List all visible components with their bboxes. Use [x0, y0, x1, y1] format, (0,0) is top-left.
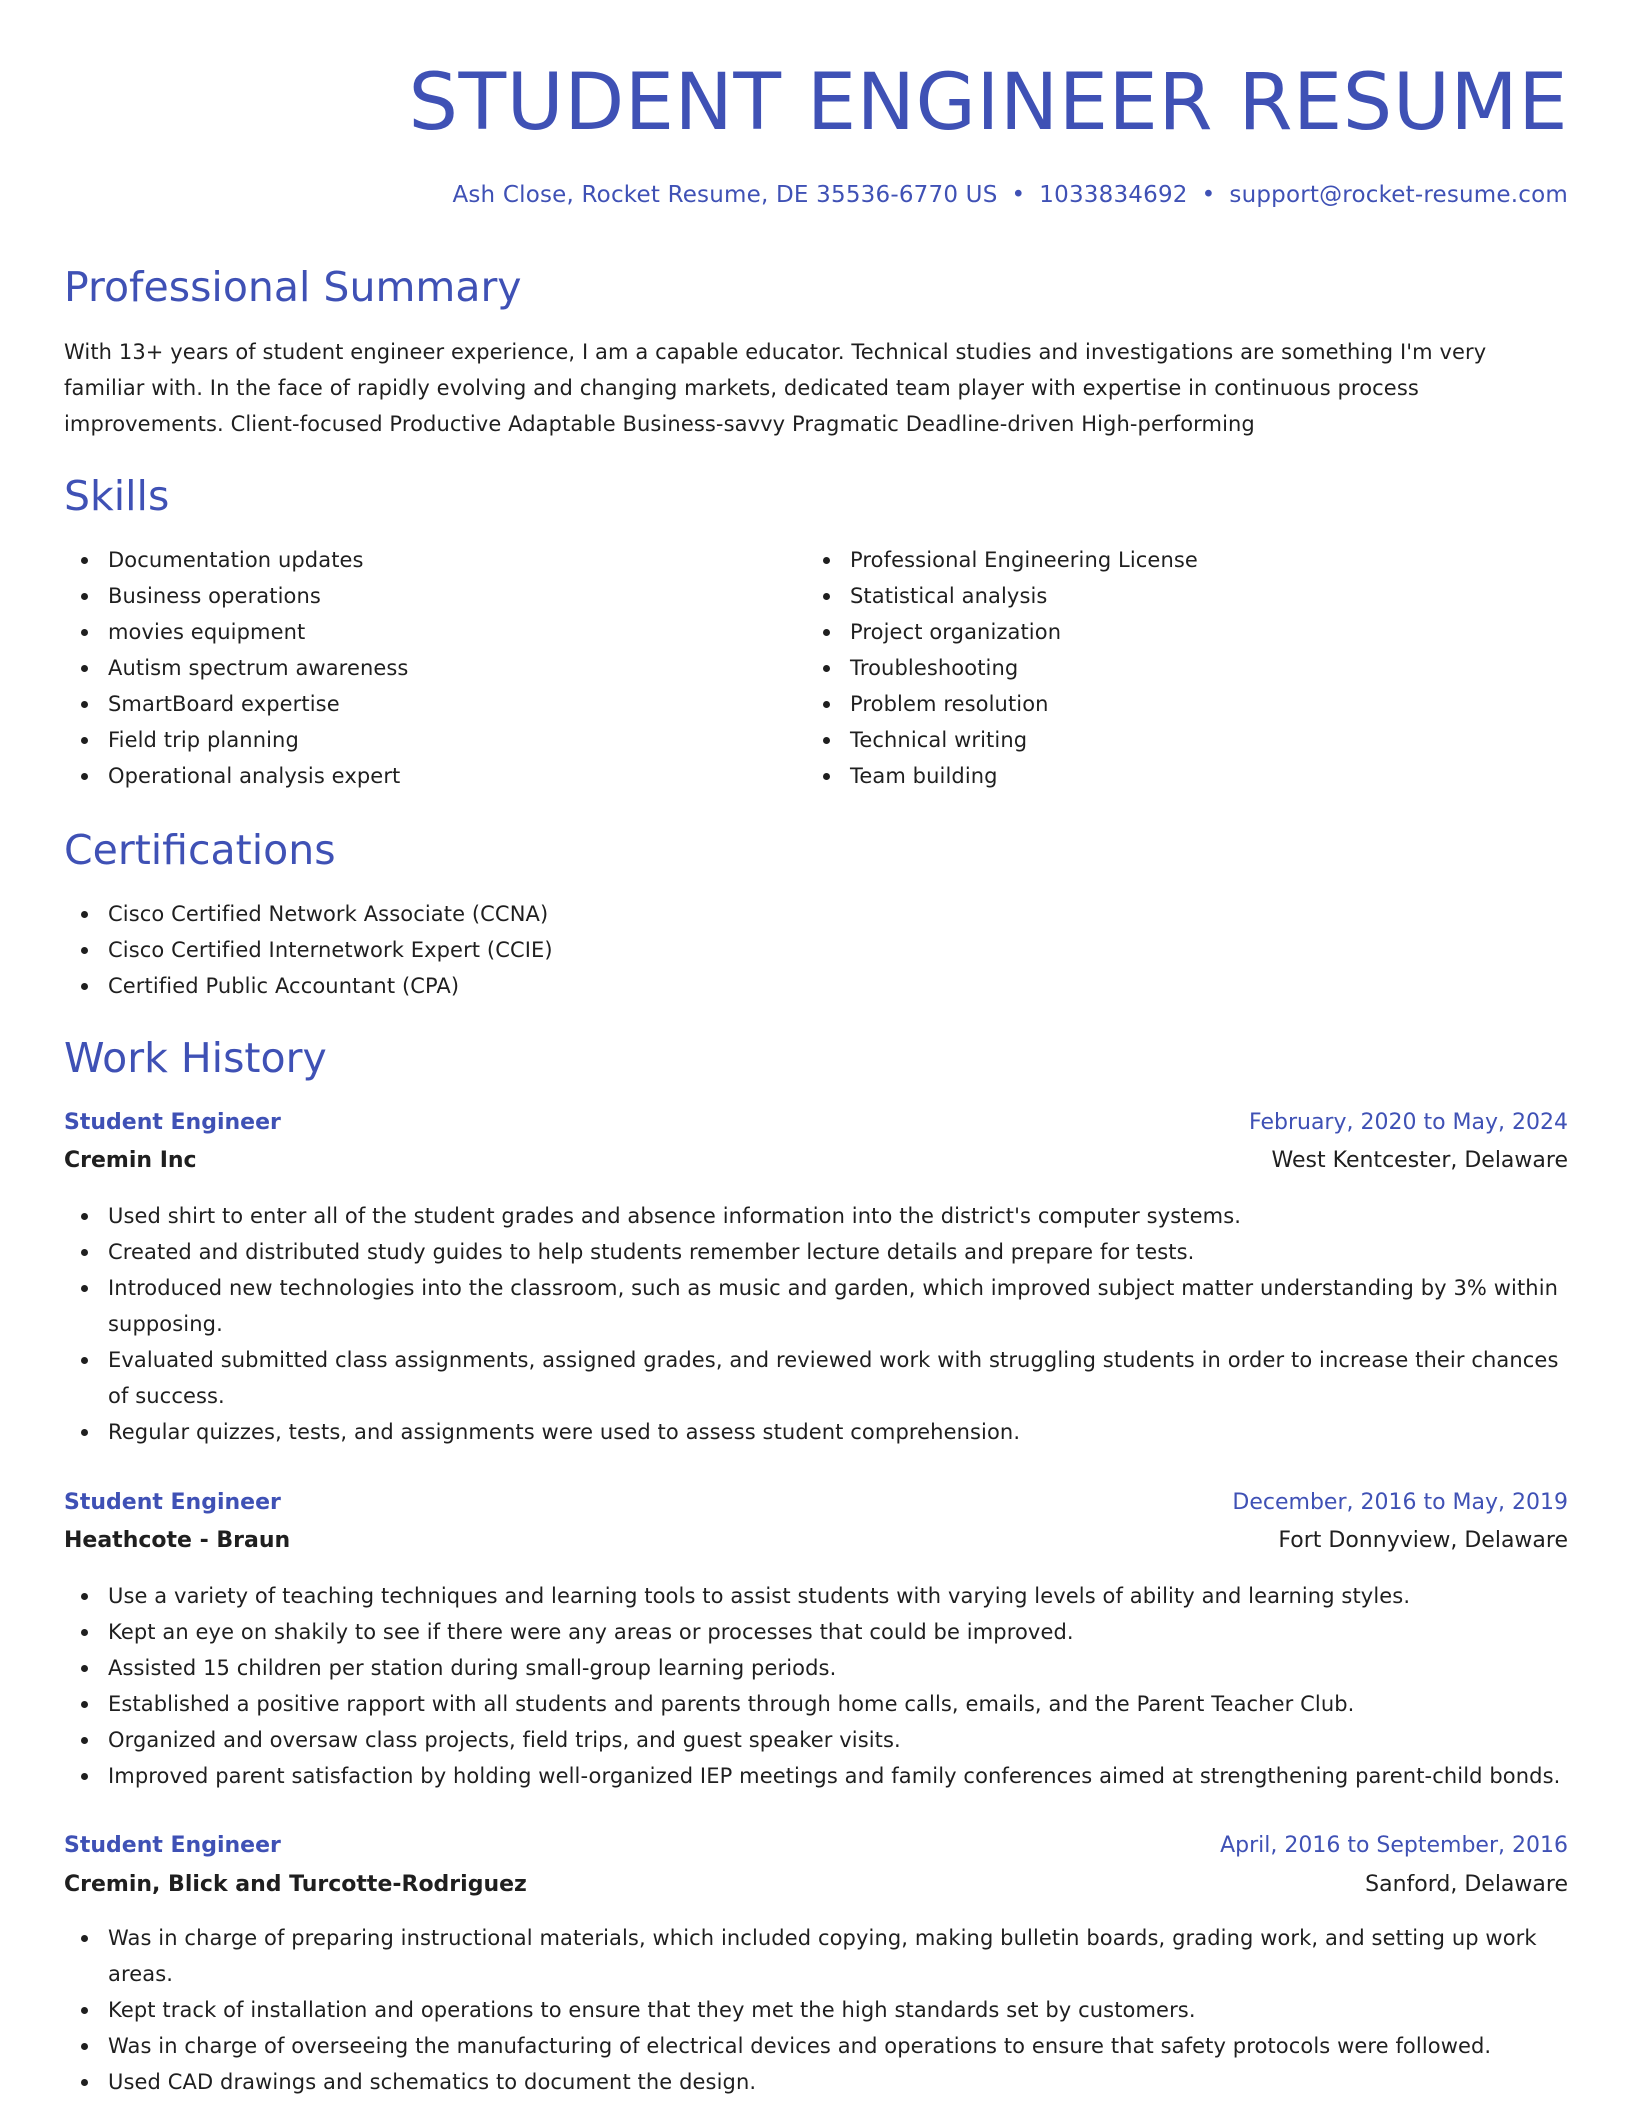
skills-heading: Skills — [64, 472, 170, 520]
skill-item: Team building — [806, 758, 1566, 794]
job-dates: April, 2016 to September, 2016 — [1220, 1833, 1568, 1858]
job-bullet: Organized and oversaw class projects, field trips, and guest speaker visits. — [64, 1722, 1568, 1758]
job-dates: February, 2020 to May, 2024 — [1249, 1110, 1568, 1135]
job-bullet: Use a variety of teaching techniques and learning tools to assist students with varying levels of ability and learning styles. — [64, 1578, 1568, 1614]
contact-email: support@rocket-resume.com — [1229, 182, 1568, 208]
job-bullet: Established a positive rapport with all students and parents through home calls, emails, and the Parent Teacher Club. — [64, 1686, 1568, 1722]
job-header — [64, 1105, 1568, 1141]
contact-line — [452, 180, 1568, 210]
job-bullet: Created and distributed study guides to help students remember lecture details and prepare for tests. — [64, 1234, 1568, 1270]
skill-item: Autism spectrum awareness — [64, 650, 804, 686]
resume-title: STUDENT ENGINEER RESUME — [408, 58, 1568, 148]
job-header — [64, 1828, 1568, 1864]
job-title: Student Engineer — [64, 1110, 281, 1135]
contact-phone: 1033834692 — [1039, 182, 1188, 208]
job-bullet: Assisted 15 children per station during small-group learning periods. — [64, 1650, 1568, 1686]
contact-separator: • — [1201, 182, 1216, 208]
job-company-row — [64, 1143, 1568, 1179]
job-bullet: Kept track of installation and operations to ensure that they met the high standards set by customers. — [64, 1992, 1568, 2028]
job-bullet: Regular quizzes, tests, and assignments were used to assess student comprehension. — [64, 1414, 1568, 1450]
job-dates: December, 2016 to May, 2019 — [1232, 1490, 1568, 1515]
contact-address: Ash Close, Rocket Resume, DE 35536-6770 US — [452, 182, 998, 208]
job-bullet: Introduced new technologies into the classroom, such as music and garden, which improved subject matter understanding by 3% within supposing. — [64, 1270, 1568, 1342]
skill-item: movies equipment — [64, 614, 804, 650]
skills-list-left — [64, 542, 804, 794]
job-bullet: Used CAD drawings and schematics to document the design. — [64, 2064, 1568, 2100]
job-bullet: Used shirt to enter all of the student grades and absence information into the district's computer systems. — [64, 1198, 1568, 1234]
contact-separator: • — [1011, 182, 1026, 208]
certification-item: Cisco Certified Network Associate (CCNA) — [64, 896, 1568, 932]
job-location: Sanford, Delaware — [1365, 1872, 1568, 1897]
job-bullet: Improved parent satisfaction by holding well-organized IEP meetings and family conferences aimed at strengthening parent-child bonds. — [64, 1758, 1568, 1794]
certification-item: Cisco Certified Internetwork Expert (CCIE) — [64, 932, 1568, 968]
skill-item: Field trip planning — [64, 722, 804, 758]
job-company: Heathcote - Braun — [64, 1528, 291, 1553]
skill-item: Business operations — [64, 578, 804, 614]
job-bullet: Was in charge of overseeing the manufacturing of electrical devices and operations to ensure that safety protocols were followed. — [64, 2028, 1568, 2064]
job-location: West Kentcester, Delaware — [1271, 1148, 1568, 1173]
skill-item: Professional Engineering License — [806, 542, 1566, 578]
job-company: Cremin, Blick and Turcotte-Rodriguez — [64, 1872, 527, 1897]
job-company-row — [64, 1523, 1568, 1559]
job-bullet: Evaluated submitted class assignments, assigned grades, and reviewed work with struggling students in order to increase their chances of success. — [64, 1342, 1568, 1414]
skill-item: Problem resolution — [806, 686, 1566, 722]
skill-item: Operational analysis expert — [64, 758, 804, 794]
job-company-row — [64, 1867, 1568, 1903]
work-history-heading: Work History — [64, 1034, 327, 1082]
job-title: Student Engineer — [64, 1833, 281, 1858]
job-header — [64, 1485, 1568, 1521]
skill-item: Technical writing — [806, 722, 1566, 758]
skill-item: Project organization — [806, 614, 1566, 650]
job-company: Cremin Inc — [64, 1148, 197, 1173]
skills-list-right — [806, 542, 1566, 794]
job-bullets — [64, 1578, 1568, 1794]
certifications-list — [64, 896, 1568, 1004]
skill-item: Documentation updates — [64, 542, 804, 578]
job-bullet: Kept an eye on shakily to see if there were any areas or processes that could be improved. — [64, 1614, 1568, 1650]
job-bullet: Was in charge of preparing instructional materials, which included copying, making bulletin boards, grading work, and setting up work areas. — [64, 1920, 1568, 1992]
summary-heading: Professional Summary — [64, 263, 522, 311]
certifications-heading: Certifications — [64, 826, 336, 874]
job-location: Fort Donnyview, Delaware — [1278, 1528, 1568, 1553]
job-bullets — [64, 1920, 1568, 2100]
summary-text: With 13+ years of student engineer experience, I am a capable educator. Technical studies and investigations are something I'm very familiar with. In the face of rapidly evolving and changing markets, dedicated team player with expertise in continuous process improvements. Client-focused Productive Adaptable Business-savvy Pragmatic Deadline-driven High-performing — [64, 340, 1487, 436]
job-bullets — [64, 1198, 1568, 1450]
skill-item: SmartBoard expertise — [64, 686, 804, 722]
certification-item: Certified Public Accountant (CPA) — [64, 968, 1568, 1004]
job-title: Student Engineer — [64, 1490, 281, 1515]
skill-item: Troubleshooting — [806, 650, 1566, 686]
skill-item: Statistical analysis — [806, 578, 1566, 614]
